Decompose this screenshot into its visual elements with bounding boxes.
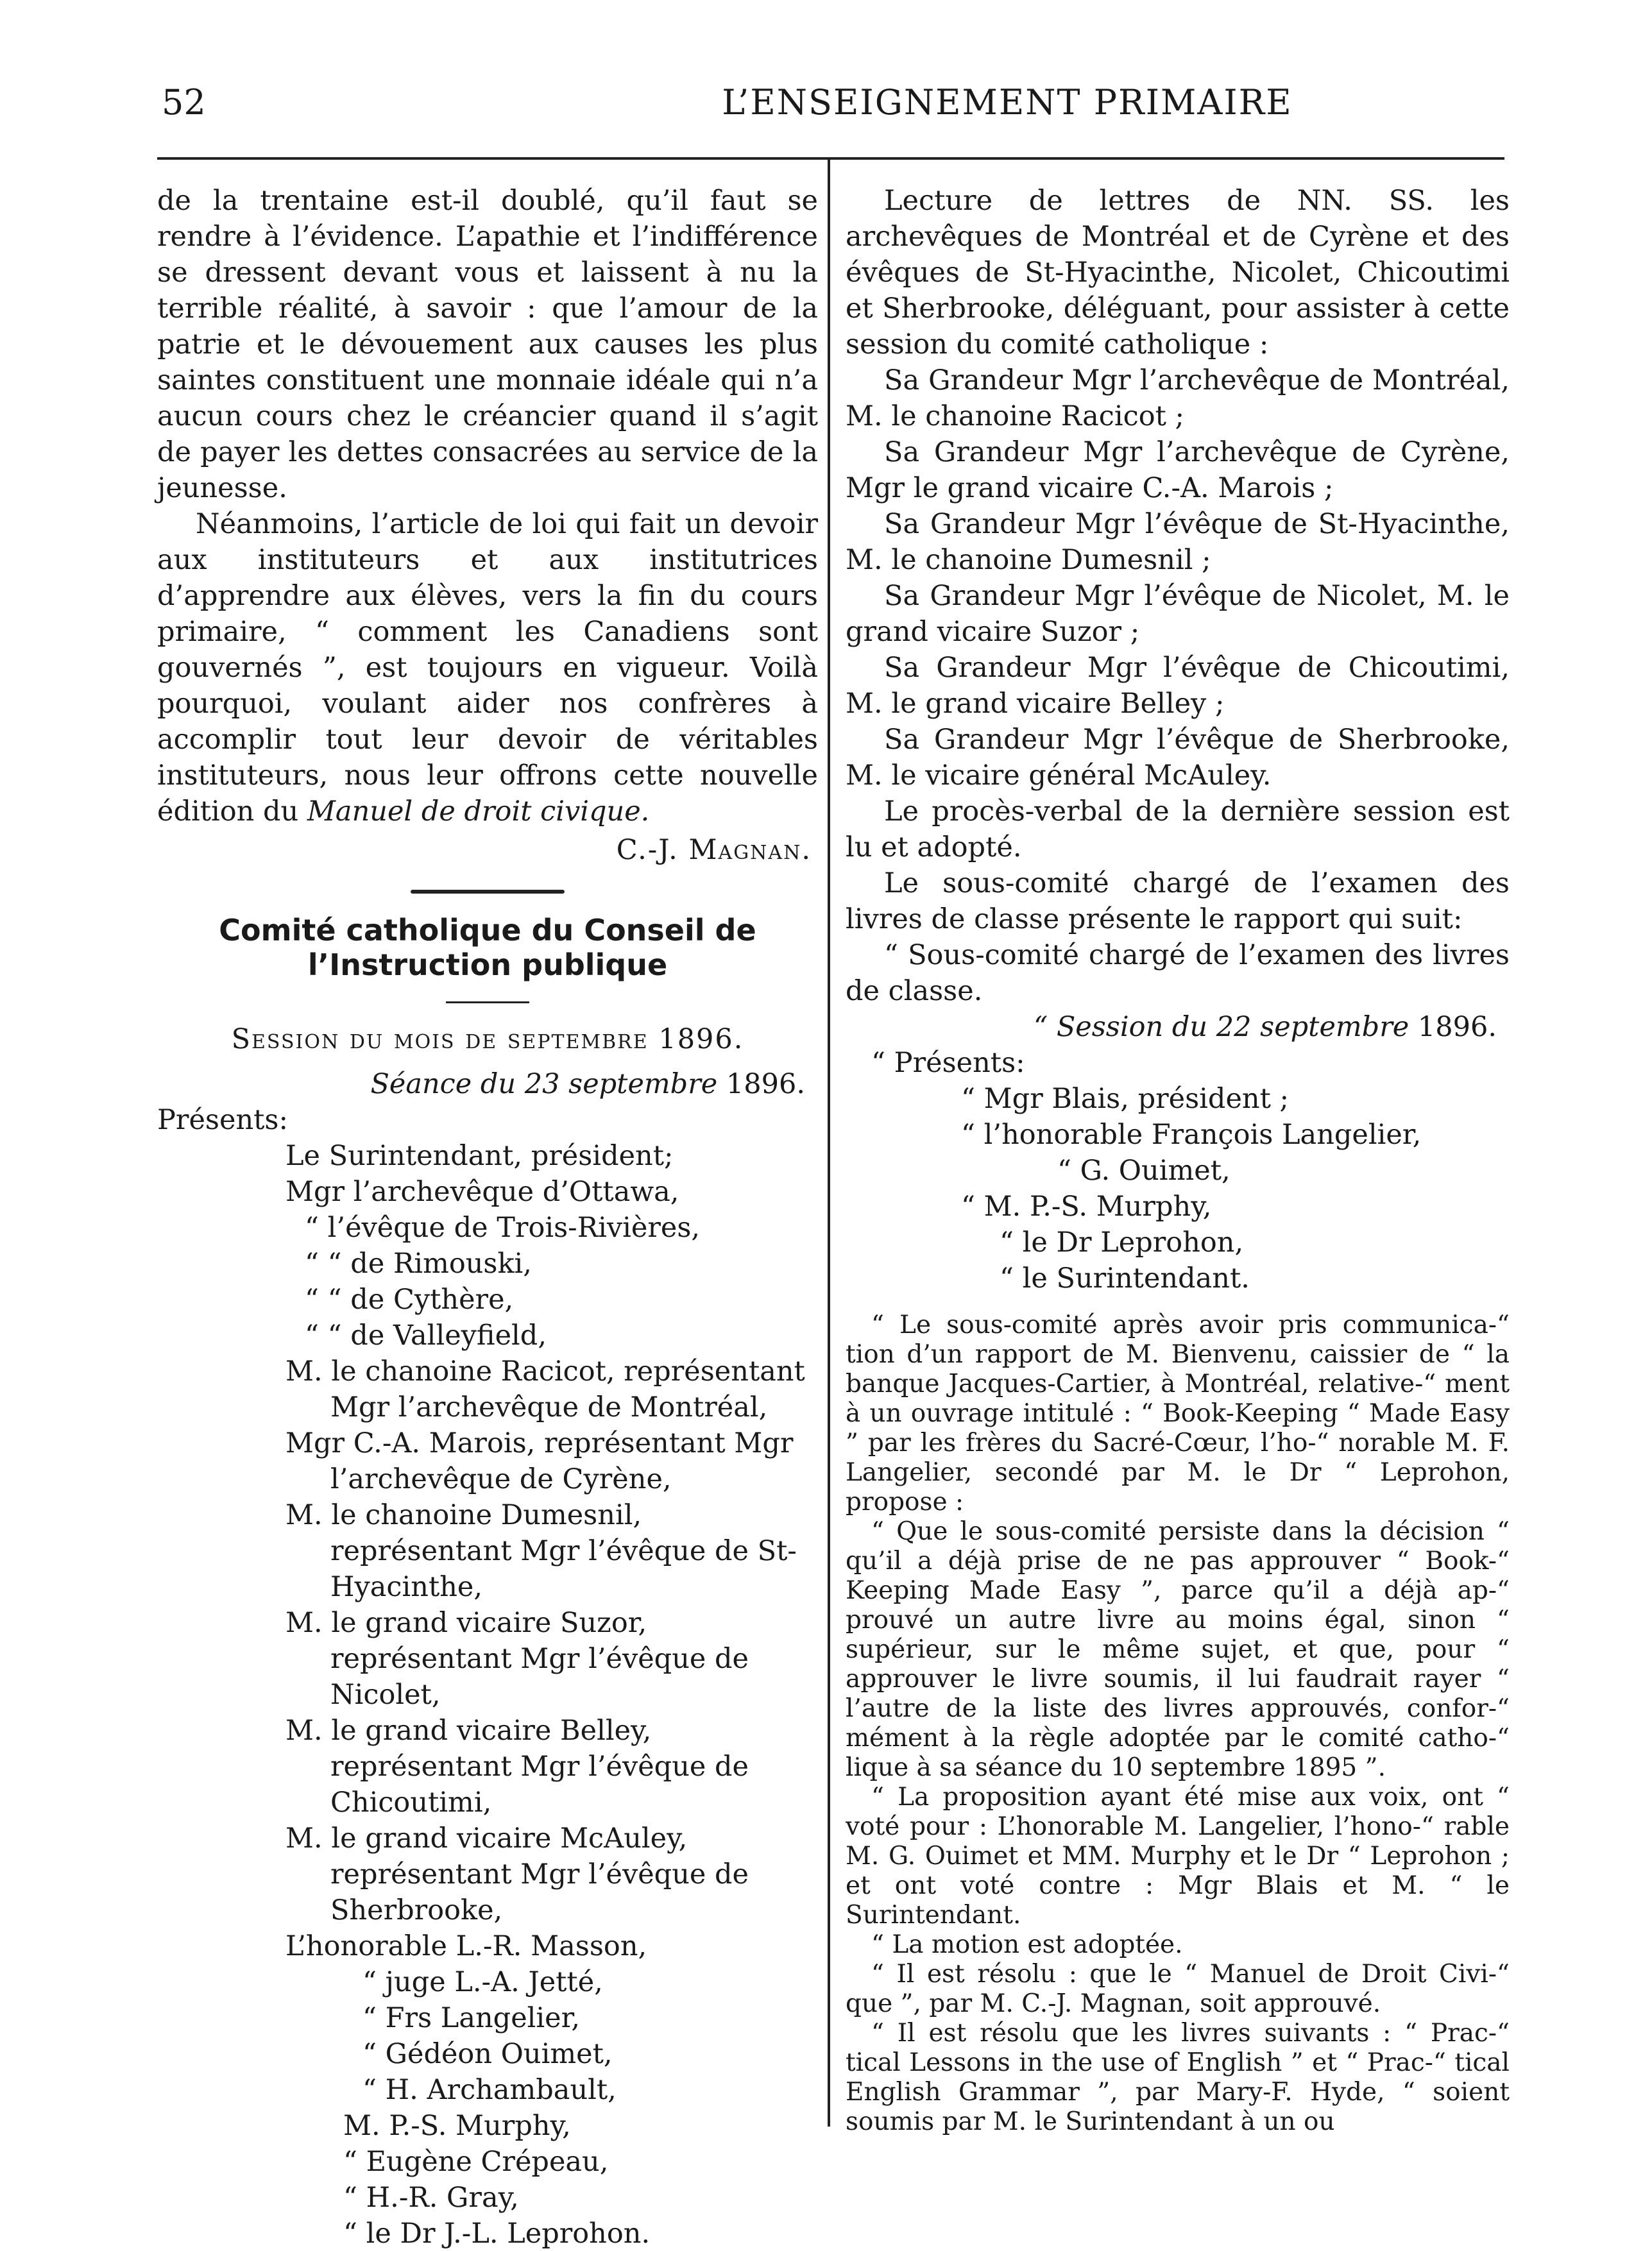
delegate-line: Sa Grandeur Mgr l’archevêque de Cyrène, Mgr le grand vicaire C.-A. Marois ; [846, 436, 1510, 504]
report-paragraph: “ Le sous-comité après avoir pris communica-“ tion d’un rapport de M. Bienvenu, caissier de “ la banque Jacques-Cartier, à Montréal, relative-“ ment à un ouvrage intitulé : “ Book-Keeping “ Made Easy ” par les frères du Sacré-Cœur, l’ho-“ norable M. F. Langelier, secondé par M. le Dr “ Leprohon, propose : [846, 1311, 1510, 1516]
attendee: “ H. Archambault, [362, 2074, 617, 2106]
subcommittee-attendee: “ Mgr Blais, président ; [961, 1083, 1290, 1115]
page-number: 52 [162, 82, 206, 123]
running-header [0, 82, 1652, 133]
title-rule [446, 1001, 529, 1003]
report-paragraph: “ Il est résolu que les livres suivants : “ Prac-“ tical Lessons in the use of English ” et “ Prac-“ tical English Grammar ”, par Mary-F. Hyde, “ soient soumis par M. le Surintendant à un ou [846, 2019, 1510, 2136]
report-paragraph: “ La proposition ayant été mise aux voix, ont “ voté pour : L’honorable M. Langelier, l’hono-“ rable M. G. Ouimet et MM. Murphy et le Dr “ Leprohon ; et ont voté contre : Mgr Blais et M. “ le Surintendant. [846, 1783, 1510, 1930]
subcommittee-session-text: “ Session du 22 septembre [1034, 1011, 1409, 1043]
attendees-list [157, 1138, 818, 2251]
attendee: “ “ de Valleyfield, [305, 1320, 547, 1352]
session-heading: Session du mois de septembre 1896. [231, 1023, 744, 1055]
section-title-line-1: Comité catholique du Conseil de [219, 913, 756, 947]
left-paragraph-2-text: Néanmoins, l’article de loi qui fait un devoir aux instituteurs et aux institutrices d’apprendre aux élèves, vers la fin du cours primaire, “ comment les Canadiens sont gouvernés ”, est toujours en vigueur. Voilà pourquoi, voulant aider nos confrères à accomplir tout leur devoir de véritables instituteurs, nous leur offrons cette nouvelle édition du [157, 508, 818, 828]
attendee: M. le grand vicaire McAuley, représentant Mgr l’évêque de Sherbrooke, [285, 1822, 749, 1926]
attendee: L’honorable L.-R. Masson, [285, 1930, 647, 1962]
attendee: M. le grand vicaire Belley, représentant Mgr l’évêque de Chicoutimi, [285, 1715, 749, 1819]
seance-date [157, 1066, 818, 1102]
attendee: “ juge L.-A. Jetté, [362, 1966, 603, 1998]
attendee: M. P.-S. Murphy, [343, 2110, 571, 2142]
delegate-line: Sa Grandeur Mgr l’évêque de Chicoutimi, M. le grand vicaire Belley ; [846, 652, 1510, 720]
report-paragraph: “ La motion est adoptée. [871, 1930, 1183, 1959]
subcommittee-attendee: “ le Surintendant. [1000, 1262, 1250, 1295]
left-paragraph-1: de la trentaine est-il doublé, qu’il faut se rendre à l’évidence. L’apathie et l’indifférence se dressent devant vous et laissent à nu la terrible réalité, à savoir : que l’amour de la patrie et le dévouement aux causes les plus saintes constituent une monnaie idéale qui n’a aucun cours chez le créancier quand il s’agit de payer les dettes consacrées au service de la jeunesse. [157, 185, 818, 504]
subcommittee-session-date [846, 1009, 1510, 1045]
attendee: Le Surintendant, président; [285, 1140, 674, 1172]
section-title-line-2: l’Instruction publique [307, 947, 668, 982]
presents-label: Présents: [157, 1104, 288, 1136]
report-paragraph: “ Il est résolu : que le “ Manuel de Droit Civi-“ que ”, par M. C.-J. Magnan, soit approuvé. [846, 1960, 1510, 2018]
subcommittee-attendee: “ G. Ouimet, [1057, 1155, 1230, 1187]
seance-date-text: Séance du 23 septembre [370, 1068, 718, 1100]
delegate-line: Sa Grandeur Mgr l’évêque de Nicolet, M. le grand vicaire Suzor ; [846, 580, 1510, 648]
minutes-paragraph: Le procès-verbal de la dernière session est lu et adopté. [846, 795, 1510, 863]
attendee: “ “ de Cythère, [305, 1284, 514, 1316]
subcommittee-attendees [846, 1081, 1510, 1296]
attendee: “ le Dr J.-L. Leprohon. [343, 2218, 651, 2250]
manual-title: Manuel de droit civique. [307, 795, 650, 828]
subcommittee-session-year: 1896. [1417, 1011, 1497, 1043]
seance-year: 1896. [726, 1068, 805, 1100]
attendee: “ l’évêque de Trois-Rivières, [305, 1212, 701, 1244]
attendee: M. le chanoine Dumesnil, représentant Mgr l’évêque de St-Hyacinthe, [285, 1499, 797, 1603]
attendee: M. le chanoine Racicot, représentant Mgr l’archevêque de Montréal, [285, 1355, 805, 1423]
subcommittee-quote: “ Sous-comité chargé de l’examen des livres de classe. [846, 939, 1510, 1007]
column-divider [828, 157, 830, 2127]
attendee: “ Eugène Crépeau, [343, 2146, 609, 2178]
attendee: “ “ de Rimouski, [305, 1248, 532, 1280]
attendee: M. le grand vicaire Suzor, représentant Mgr l’évêque de Nicolet, [285, 1607, 749, 1711]
running-title: L’ENSEIGNEMENT PRIMAIRE [722, 82, 1293, 123]
right-column [846, 183, 1510, 2137]
subcommittee-attendee: “ le Dr Leprohon, [1000, 1227, 1244, 1259]
subcommittee-attendee: “ l’honorable François Langelier, [961, 1119, 1422, 1151]
right-paragraph-1: Lecture de lettres de NN. SS. les archevêques de Montréal et de Cyrène et des évêques de St-Hyacinthe, Nicolet, Chicoutimi et Sherbrooke, déléguant, pour assister à cette session du comité catholique : [846, 185, 1510, 361]
attendee: Mgr C.-A. Marois, représentant Mgr l’archevêque de Cyrène, [285, 1427, 794, 1495]
attendee: “ Frs Langelier, [362, 2002, 581, 2034]
left-column [157, 183, 818, 2251]
signature: C.-J. Magnan. [616, 834, 812, 866]
report-paragraph: “ Que le sous-comité persiste dans la décision “ qu’il a déjà prise de ne pas approuver “ Book-“ Keeping Made Easy ”, parce qu’il a déjà ap-“ prouvé un autre livre au moins égal, sinon “ supérieur, sur le même sujet, et que, pour “ approuver le livre soumis, il lui faudrait rayer “ l’autre de la liste des livres approuvés, confor-“ mément à la règle adoptée par le comité catho-“ lique à sa séance du 10 septembre 1895 ”. [846, 1517, 1510, 1782]
subcommittee-paragraph: Le sous-comité chargé de l’examen des livres de classe présente le rapport qui suit: [846, 867, 1510, 935]
ornament-divider [411, 890, 565, 894]
delegate-line: Sa Grandeur Mgr l’archevêque de Montréal, M. le chanoine Racicot ; [846, 364, 1510, 432]
attendee: “ H.-R. Gray, [343, 2182, 519, 2214]
subcommittee-presents-label: “ Présents: [871, 1047, 1025, 1079]
left-paragraph-2 [157, 506, 818, 829]
delegate-line: Sa Grandeur Mgr l’évêque de Sherbrooke, M. le vicaire général McAuley. [846, 724, 1510, 792]
subcommittee-attendee: “ M. P.-S. Murphy, [961, 1191, 1212, 1223]
delegate-line: Sa Grandeur Mgr l’évêque de St-Hyacinthe, M. le chanoine Dumesnil ; [846, 508, 1510, 576]
attendee: Mgr l’archevêque d’Ottawa, [285, 1176, 679, 1208]
attendee: “ Gédéon Ouimet, [362, 2038, 613, 2070]
subcommittee-report [846, 1311, 1510, 2137]
header-rule [157, 157, 1504, 160]
